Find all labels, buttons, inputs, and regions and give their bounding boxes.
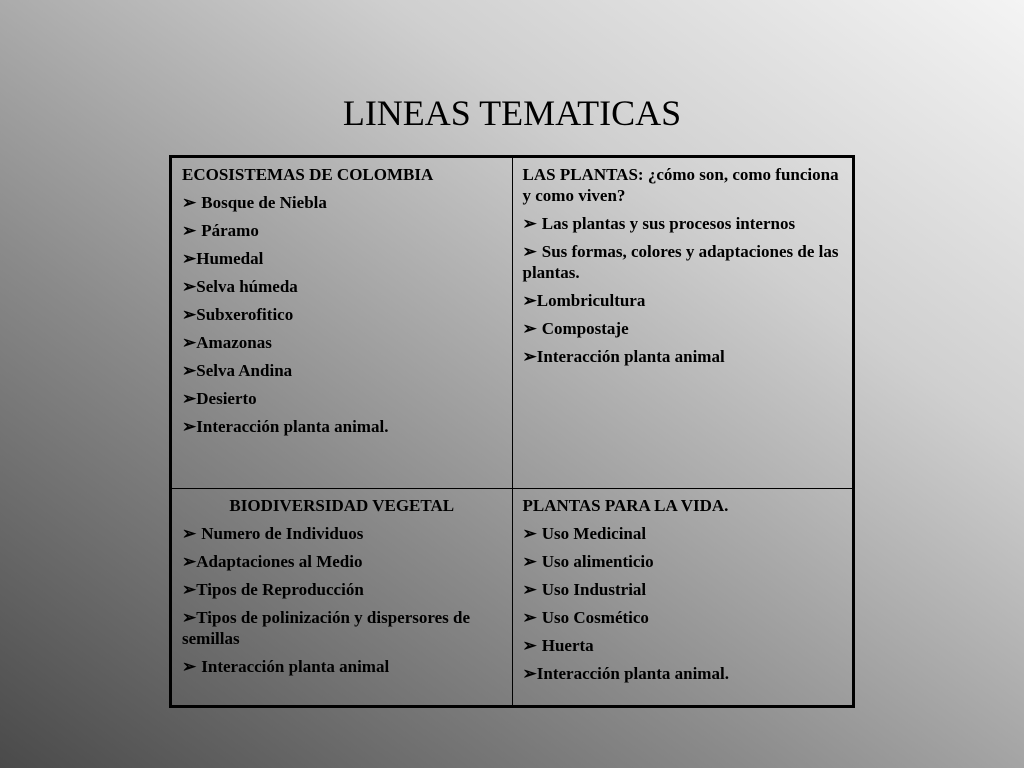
arrow-bullet-icon: ➢ bbox=[522, 214, 537, 233]
list-item-label: Numero de Individuos bbox=[201, 524, 364, 543]
list-item bbox=[523, 241, 843, 283]
list-item bbox=[182, 220, 502, 241]
list-item-label: Adaptaciones al Medio bbox=[196, 552, 363, 571]
list-item bbox=[182, 656, 502, 677]
list-item-label: Uso alimenticio bbox=[541, 552, 654, 571]
cell-heading: LAS PLANTAS: ¿cómo son, como funciona y como viven? bbox=[522, 165, 839, 205]
list-item-label: Humedal bbox=[196, 249, 264, 268]
arrow-bullet-icon: ➢ bbox=[182, 249, 197, 268]
cell-heading: BIODIVERSIDAD VEGETAL bbox=[229, 496, 455, 515]
list-item-label: Bosque de Niebla bbox=[201, 193, 327, 212]
item-list bbox=[523, 523, 843, 684]
list-item bbox=[182, 416, 502, 437]
list-item-label: Uso Medicinal bbox=[541, 524, 647, 543]
list-item bbox=[182, 332, 502, 353]
list-item bbox=[182, 551, 502, 572]
arrow-bullet-icon: ➢ bbox=[522, 291, 537, 310]
arrow-bullet-icon: ➢ bbox=[182, 608, 197, 627]
list-item bbox=[523, 346, 843, 367]
list-item bbox=[523, 607, 843, 628]
cell-biodiversidad bbox=[171, 489, 513, 707]
list-item bbox=[523, 551, 843, 572]
list-item-label: Interacción planta animal bbox=[536, 347, 725, 366]
arrow-bullet-icon: ➢ bbox=[522, 636, 537, 655]
arrow-bullet-icon: ➢ bbox=[182, 657, 197, 676]
list-item bbox=[523, 213, 843, 234]
list-item-label: Huerta bbox=[541, 636, 594, 655]
arrow-bullet-icon: ➢ bbox=[522, 524, 537, 543]
arrow-bullet-icon: ➢ bbox=[182, 193, 197, 212]
list-item-label: Subxerofitico bbox=[196, 305, 294, 324]
themes-table bbox=[169, 155, 855, 708]
list-item-label: Uso Industrial bbox=[541, 580, 647, 599]
list-item-label: Selva húmeda bbox=[196, 277, 298, 296]
cell-plantas-para-la-vida bbox=[512, 489, 854, 707]
list-item bbox=[182, 248, 502, 269]
list-item-label: Las plantas y sus procesos internos bbox=[541, 214, 796, 233]
list-item-label: Amazonas bbox=[196, 333, 272, 352]
list-item-label: Compostaje bbox=[541, 319, 629, 338]
table-row bbox=[171, 157, 854, 489]
cell-ecosistemas bbox=[171, 157, 513, 489]
item-list bbox=[523, 213, 843, 367]
list-item bbox=[523, 663, 843, 684]
list-item bbox=[523, 523, 843, 544]
list-item-label: Uso Cosmético bbox=[541, 608, 649, 627]
item-list bbox=[182, 523, 502, 677]
arrow-bullet-icon: ➢ bbox=[182, 305, 197, 324]
list-item-label: Desierto bbox=[196, 389, 257, 408]
list-item bbox=[182, 360, 502, 381]
list-item-label: Interacción planta animal bbox=[201, 657, 390, 676]
arrow-bullet-icon: ➢ bbox=[182, 552, 197, 571]
arrow-bullet-icon: ➢ bbox=[182, 580, 197, 599]
list-item bbox=[182, 276, 502, 297]
arrow-bullet-icon: ➢ bbox=[182, 361, 197, 380]
list-item bbox=[182, 388, 502, 409]
list-item bbox=[523, 318, 843, 339]
cell-las-plantas bbox=[512, 157, 854, 489]
list-item-label: Interacción planta animal. bbox=[196, 417, 389, 436]
slide-title: LINEAS TEMATICAS bbox=[342, 93, 682, 133]
list-item bbox=[182, 304, 502, 325]
arrow-bullet-icon: ➢ bbox=[182, 524, 197, 543]
cell-heading: PLANTAS PARA LA VIDA. bbox=[522, 496, 729, 515]
list-item-label: Lombricultura bbox=[536, 291, 646, 310]
arrow-bullet-icon: ➢ bbox=[522, 664, 537, 683]
list-item bbox=[182, 607, 502, 649]
list-item bbox=[182, 523, 502, 544]
arrow-bullet-icon: ➢ bbox=[182, 333, 197, 352]
arrow-bullet-icon: ➢ bbox=[182, 221, 197, 240]
list-item-label: Selva Andina bbox=[196, 361, 293, 380]
list-item-label: Tipos de Reproducción bbox=[196, 580, 364, 599]
list-item-label: Sus formas, colores y adaptaciones de las plantas. bbox=[522, 242, 839, 282]
list-item-label: Interacción planta animal. bbox=[536, 664, 729, 683]
list-item-label: Tipos de polinización y dispersores de semillas bbox=[182, 608, 471, 648]
arrow-bullet-icon: ➢ bbox=[522, 242, 537, 261]
arrow-bullet-icon: ➢ bbox=[182, 277, 197, 296]
list-item-label: Páramo bbox=[201, 221, 259, 240]
arrow-bullet-icon: ➢ bbox=[522, 608, 537, 627]
item-list bbox=[182, 192, 502, 437]
list-item bbox=[523, 579, 843, 600]
arrow-bullet-icon: ➢ bbox=[182, 417, 197, 436]
table-row bbox=[171, 489, 854, 707]
arrow-bullet-icon: ➢ bbox=[522, 319, 537, 338]
arrow-bullet-icon: ➢ bbox=[522, 580, 537, 599]
arrow-bullet-icon: ➢ bbox=[522, 552, 537, 571]
arrow-bullet-icon: ➢ bbox=[182, 389, 197, 408]
list-item bbox=[523, 290, 843, 311]
arrow-bullet-icon: ➢ bbox=[522, 347, 537, 366]
list-item bbox=[182, 579, 502, 600]
cell-heading: ECOSISTEMAS DE COLOMBIA bbox=[182, 165, 434, 184]
list-item bbox=[523, 635, 843, 656]
list-item bbox=[182, 192, 502, 213]
